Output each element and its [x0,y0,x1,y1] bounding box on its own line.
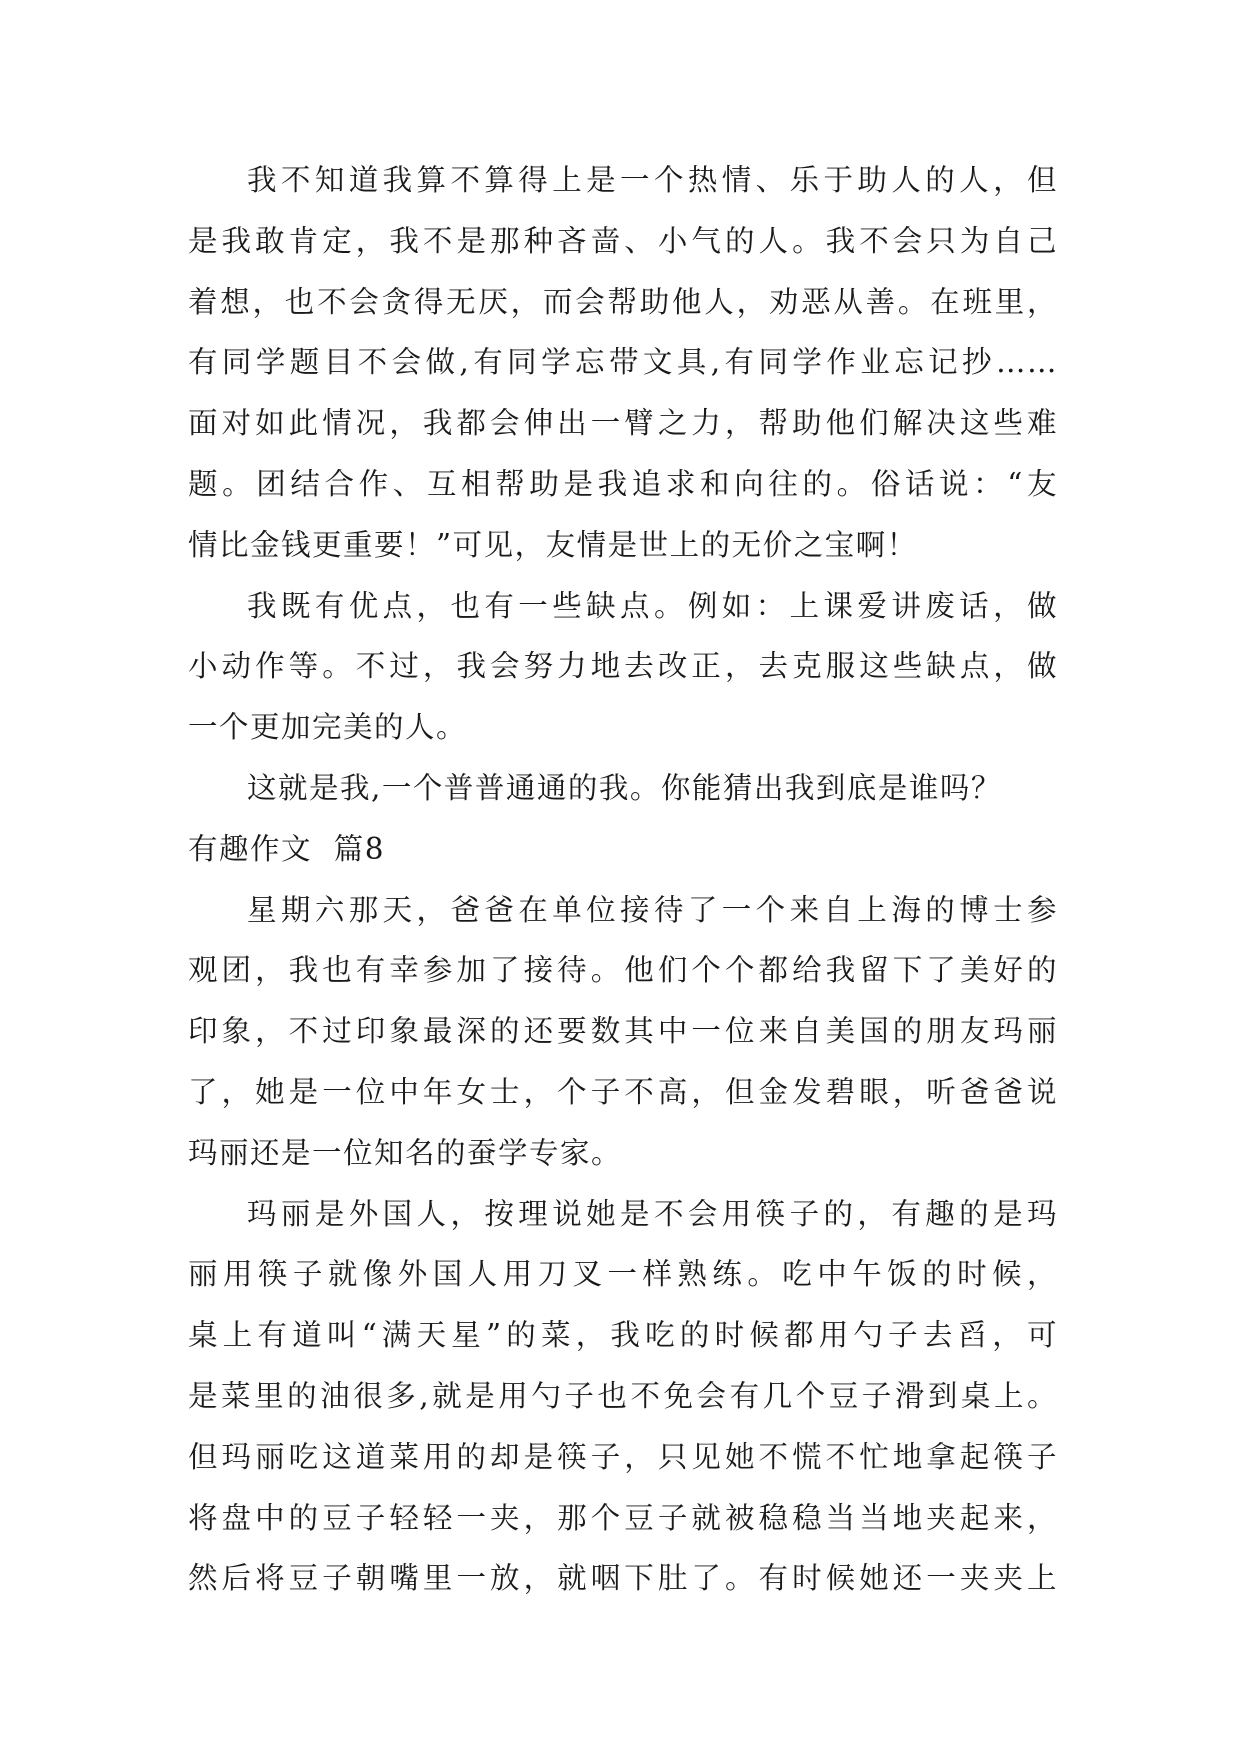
text-line: 题。团结合作、互相帮助是我追求和向往的。俗话说：“友 [188,466,1058,501]
text-line: 情比金钱更重要！”可见，友情是世上的无价之宝啊！ [188,527,918,562]
text-line: 小动作等。不过，我会努力地去改正，去克服这些缺点，做 [188,649,1058,684]
text-line: 我不知道我算不算得上是一个热情、乐于助人的人，但 [247,163,1058,197]
section-heading: 有趣作文 篇8 [188,831,386,866]
text-line: 我既有优点，也有一些缺点。例如：上课爱讲废话，做 [247,588,1058,623]
paragraph [188,576,1058,758]
text-line: 将盘中的豆子轻轻一夹，那个豆子就被稳稳当当地夹起来， [188,1500,1058,1535]
text-line: 桌上有道叫“满天星”的菜，我吃的时候都用勺子去舀，可 [188,1318,1058,1353]
text-line: 这就是我,一个普普通通的我。你能猜出我到底是谁吗？ [247,770,1002,805]
text-line: 面对如此情况，我都会伸出一臂之力，帮助他们解决这些难 [188,406,1058,441]
text-line: 但玛丽吃这道菜用的却是筷子，只见她不慌不忙地拿起筷子 [188,1439,1058,1474]
text-line: 一个更加完美的人。 [188,710,468,745]
text-line: 玛丽是外国人，按理说她是不会用筷子的，有趣的是玛 [247,1196,1058,1231]
paragraph [188,880,1058,1184]
text-line: 丽用筷子就像外国人用刀叉一样熟练。吃中午饭的时候， [188,1257,1058,1292]
paragraph [188,150,1058,576]
text-line: 然后将豆子朝嘴里一放，就咽下肚了。有时候她还一夹夹上 [188,1561,1058,1596]
text-line: 星期六那天，爸爸在单位接待了一个来自上海的博士参 [247,892,1058,927]
text-line: 观团，我也有幸参加了接待。他们个个都给我留下了美好的 [188,953,1058,988]
text-line: 是菜里的油很多,就是用勺子也不免会有几个豆子滑到桌上。 [188,1378,1058,1413]
document-page [188,150,1058,1609]
paragraph [188,758,1058,819]
paragraph [188,1184,1058,1610]
text-line: 是我敢肯定，我不是那种吝啬、小气的人。我不会只为自己 [188,223,1058,258]
text-line: 印象，不过印象最深的还要数其中一位来自美国的朋友玛丽 [188,1014,1058,1049]
text-line: 着想，也不会贪得无厌，而会帮助他人，劝恶从善。在班里， [188,284,1058,319]
text-line: 玛丽还是一位知名的蚕学专家。 [188,1135,623,1170]
text-line: 有同学题目不会做,有同学忘带文具,有同学作业忘记抄…… [188,345,1058,380]
text-line: 了，她是一位中年女士，个子不高，但金发碧眼，听爸爸说 [188,1074,1058,1109]
